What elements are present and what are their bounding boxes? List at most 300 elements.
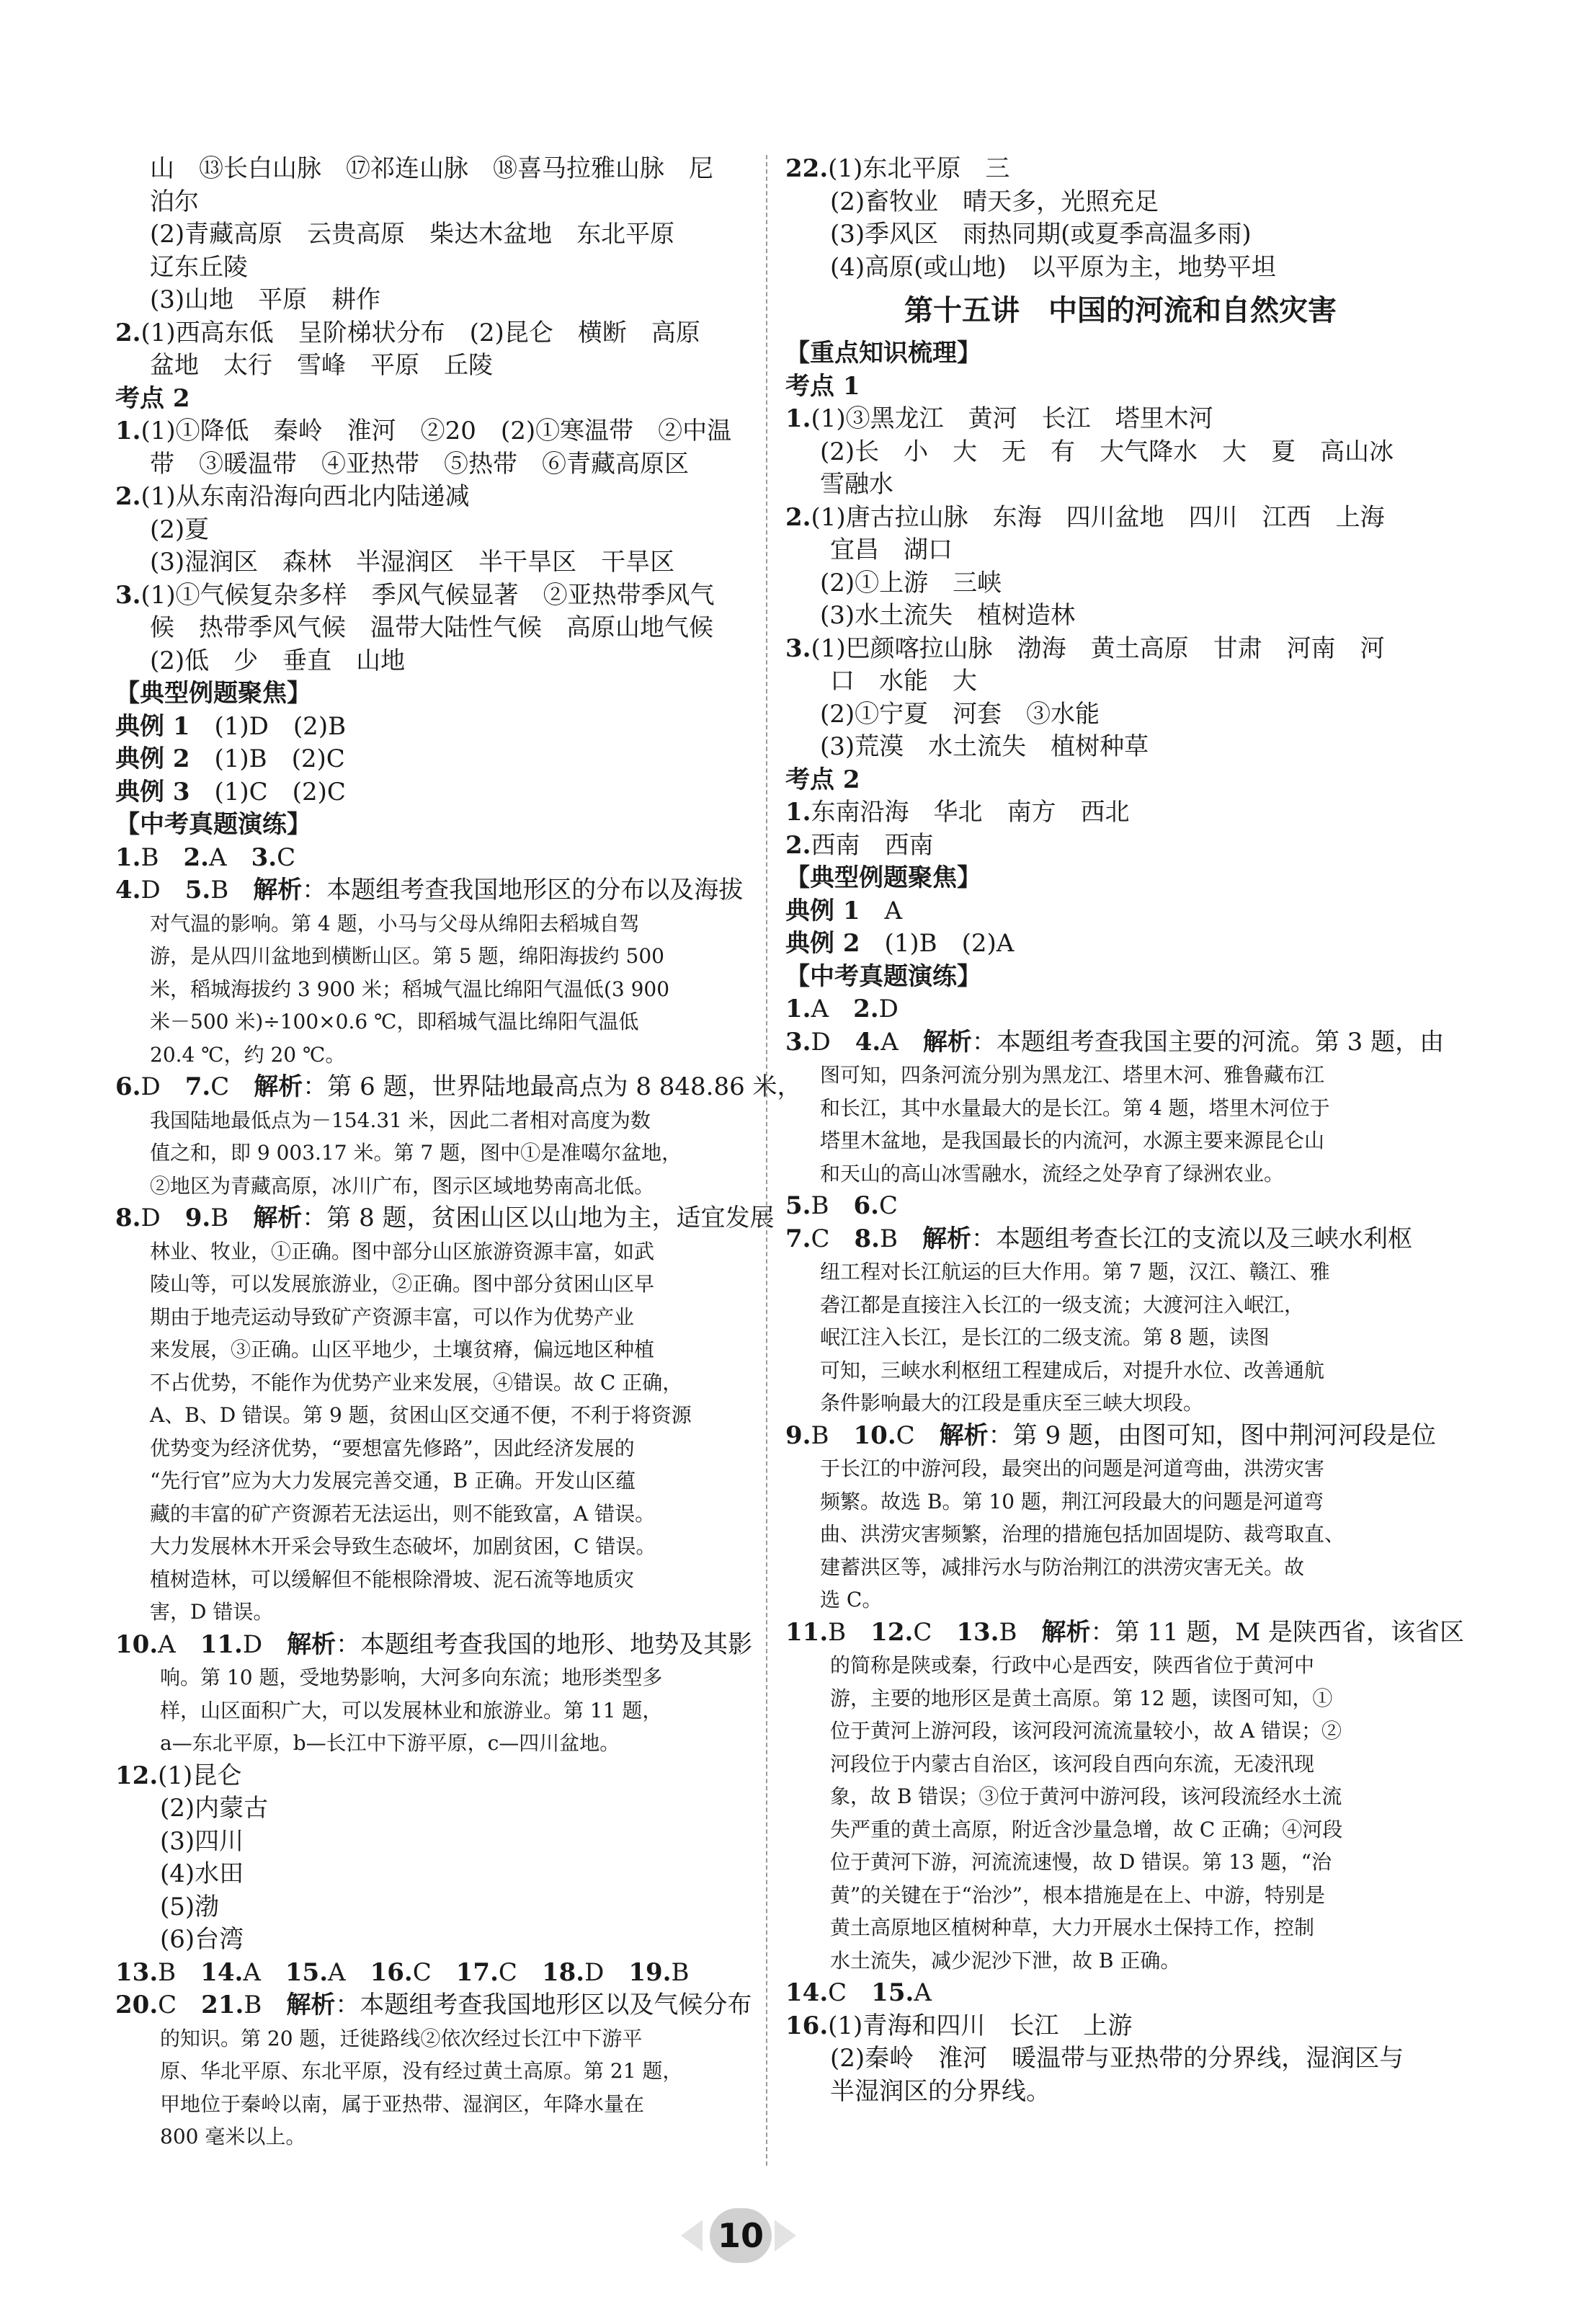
line-text: C — [879, 1191, 899, 1220]
line-text: 的知识。第 20 题，迁徙路线②依次经过长江中下游平 — [160, 2026, 643, 2050]
text-line — [785, 1518, 1455, 1551]
line-text: (1)昆仑 — [158, 1761, 242, 1790]
line-text: B — [811, 1420, 854, 1450]
text-line — [115, 1202, 775, 1235]
line-text: (3)季风区 雨热同期(或夏季高温多雨) — [830, 220, 1252, 249]
text-line — [115, 1596, 757, 1629]
item-number: 8. — [854, 1224, 881, 1253]
item-number: 1. — [115, 842, 141, 872]
line-text: 频繁。故选 B。第 10 题，荆江河段最大的问题是河道弯 — [820, 1489, 1324, 1513]
text-line — [785, 665, 1455, 698]
left-column — [115, 153, 802, 2153]
line-text: 来发展，③正确。山区平地少，土壤贫瘠，偏远地区种植 — [150, 1338, 655, 1361]
line-text: (1)青海和四川 长江 上游 — [828, 2011, 1133, 2040]
text-line — [785, 1617, 1464, 1650]
line-text: (1)①降低 秦岭 淮河 ②20 (2)①寒温带 ②中温 — [141, 417, 732, 445]
text-line — [115, 940, 757, 973]
line-text: 雪融水 — [820, 470, 893, 499]
text-line — [115, 1235, 757, 1268]
line-text: ：第 8 题，贫困山区以山地为主，适宜发展 — [302, 1204, 775, 1232]
line-text: 口 水能 大 — [830, 667, 977, 695]
line-text: 大力发展林木开采会导致生态破坏，加剧贫困，C 错误。 — [150, 1534, 656, 1558]
text-line — [115, 1891, 757, 1924]
text-line — [785, 1682, 1455, 1715]
item-number: 8. — [115, 1204, 141, 1232]
text-line — [115, 1694, 757, 1728]
text-line — [115, 973, 757, 1006]
line-text: 游，是从四川盆地到横断山区。第 5 题，绵阳海拔约 500 — [150, 944, 664, 968]
line-text: 不占优势，不能作为优势产业来发展，④错误。故 C 正确， — [150, 1370, 683, 1395]
line-text: B — [828, 1617, 871, 1647]
text-line — [785, 1387, 1455, 1420]
text-line — [115, 1924, 757, 1957]
line-text: 米－500 米)÷100×0.6 ℃，即稻城气温比绵阳气温低 — [150, 1010, 639, 1033]
text-line — [115, 776, 757, 809]
left-arrow-icon — [681, 2220, 703, 2251]
item-number: 13. — [115, 1957, 159, 1987]
item-number: 16. — [370, 1957, 413, 1987]
text-line — [115, 284, 757, 317]
line-text: D — [584, 1957, 629, 1987]
line-text: 值之和，即 9 003.17 米。第 7 题，图中①是准噶尔盆地， — [150, 1141, 682, 1165]
text-line — [785, 600, 1455, 633]
line-text: 害，D 错误。 — [150, 1600, 274, 1624]
item-number: 3. — [785, 633, 811, 663]
line-text: (3)四川 — [160, 1826, 244, 1856]
bold-label: 解析 — [1041, 1617, 1091, 1647]
item-number: 1. — [115, 417, 141, 445]
text-line — [785, 1780, 1455, 1813]
line-text: (4)高原(或山地) 以平原为主，地势平坦 — [830, 252, 1276, 282]
line-text: 优势变为经济优势，“要想富先修路”，因此经济发展的 — [150, 1436, 635, 1460]
bold-label: 典例 1 — [115, 711, 190, 741]
line-text: C — [277, 842, 296, 872]
item-number: 18. — [541, 1957, 585, 1987]
line-text: A — [158, 1629, 200, 1659]
line-text: (2)秦岭 淮河 暖温带与亚热带的分界线，湿润区与 — [830, 2044, 1404, 2073]
text-line — [115, 2022, 757, 2055]
line-text: D — [141, 1072, 185, 1101]
line-text: 可知，三峡水利枢纽工程建成后，对提升水位、改善通航 — [820, 1358, 1325, 1382]
line-text: (3)水土流失 植树造林 — [820, 601, 1076, 630]
line-text: ：本题组考查长江的支流以及三峡水利枢 — [971, 1224, 1413, 1253]
line-text: B — [999, 1617, 1042, 1647]
item-number: 4. — [855, 1027, 881, 1057]
text-line — [115, 579, 757, 613]
line-text: (3)荒漠 水土流失 植树种草 — [820, 732, 1149, 761]
line-text: 西南 西南 — [811, 830, 934, 860]
line-text: 样，山区面积广大，可以发展林业和旅游业。第 11 题， — [160, 1698, 663, 1722]
line-text: ：第 6 题，世界陆地最高点为 8 848.86 米， — [303, 1072, 802, 1101]
text-line — [115, 1366, 757, 1400]
bold-label: 解析 — [287, 1629, 336, 1659]
line-text: A — [881, 1027, 923, 1057]
text-line — [785, 1289, 1455, 1322]
line-text: B — [141, 842, 184, 872]
text-line — [785, 370, 1455, 404]
text-line — [785, 153, 1455, 186]
line-text: 泊尔 — [150, 187, 199, 216]
line-text: 纽工程对长江航运的巨大作用。第 7 题，汉江、赣江、雅 — [820, 1260, 1330, 1284]
item-number: 6. — [115, 1072, 141, 1101]
line-text: 米，稻城海拔约 3 900 米；稻城气温比绵阳气温低(3 900 — [150, 977, 670, 1001]
line-text: 河段位于内蒙古自治区，该河段自西向东流，无凌汛现 — [830, 1751, 1315, 1776]
bold-label: 解析 — [922, 1224, 972, 1253]
text-line — [115, 1005, 757, 1039]
text-line — [115, 907, 757, 941]
item-number: 2. — [785, 830, 811, 860]
text-line — [115, 546, 757, 579]
line-text: (1)巴颜喀拉山脉 渤海 黄土高原 甘肃 河南 河 — [811, 633, 1385, 663]
item-number: 1. — [785, 995, 811, 1023]
line-text: B — [210, 876, 254, 904]
line-text: (4)水田 — [160, 1859, 244, 1888]
line-text: ：本题组考查我国主要的河流。第 3 题，由 — [971, 1027, 1445, 1057]
line-text: (1)C (2)C — [190, 777, 346, 806]
line-text: A — [914, 1978, 932, 2007]
line-text: 期由于地壳运动导致矿产资源丰富，可以作为优势产业 — [150, 1304, 635, 1329]
text-line — [785, 764, 1455, 797]
line-text: B — [811, 1191, 854, 1220]
line-text: 失严重的黄土高原，附近含沙量急增，故 C 正确；④河段 — [830, 1817, 1343, 1841]
right-column — [785, 153, 1464, 2108]
text-line — [115, 1268, 757, 1301]
line-text: 于长江的中游河段，最突出的问题是河道弯曲，洪涝灾害 — [820, 1457, 1325, 1480]
text-line — [785, 1551, 1455, 1584]
text-line — [115, 1071, 802, 1104]
item-number: 2. — [183, 842, 209, 872]
line-text: 【中考真题演练】 — [785, 961, 981, 991]
item-number: 22. — [785, 154, 829, 183]
text-line — [785, 403, 1455, 436]
bold-label: 解析 — [286, 1991, 336, 2019]
line-text: (6)台湾 — [160, 1925, 244, 1954]
item-number: 14. — [200, 1957, 244, 1987]
line-text: 藏的丰富的矿产资源若无法运出，则不能致富，A 错误。 — [150, 1501, 656, 1526]
text-line — [115, 2055, 757, 2088]
text-line — [115, 612, 757, 645]
text-line — [115, 1661, 757, 1694]
item-number: 5. — [184, 876, 211, 904]
text-line — [115, 514, 757, 547]
line-text: ：本题组考查我国的地形、地势及其影 — [336, 1629, 753, 1659]
text-line — [115, 383, 757, 416]
line-text: 考点 1 — [785, 371, 860, 401]
line-text: 象，故 B 错误；③位于黄河中游河段，该河段流经水土流 — [830, 1784, 1342, 1808]
text-line — [115, 415, 757, 448]
text-line — [115, 1137, 757, 1170]
line-text: 位于黄河下游，河流流速慢，故 D 错误。第 13 题，“治 — [830, 1850, 1332, 1874]
bold-label: 典例 3 — [115, 777, 190, 806]
text-line — [785, 1879, 1455, 1912]
item-number: 9. — [785, 1420, 811, 1450]
text-line — [115, 218, 757, 252]
line-text: 宜昌 湖口 — [830, 535, 953, 564]
line-text: 选 C。 — [820, 1588, 883, 1611]
line-text: 图可知，四条河流分别为黑龙江、塔里木河、雅鲁藏布江 — [820, 1063, 1325, 1087]
item-number: 3. — [251, 842, 277, 872]
bold-label: 典例 2 — [115, 744, 190, 773]
line-text: 半湿润区的分界线。 — [830, 2076, 1051, 2106]
item-number: 12. — [115, 1761, 159, 1790]
line-text: 黄土高原地区植树种草，大力开展水土保持工作，控制 — [830, 1916, 1315, 1939]
text-line — [785, 436, 1455, 469]
line-text: 第十五讲 中国的河流和自然灾害 — [904, 293, 1337, 327]
line-text: (1)③黑龙江 黄河 长江 塔里木河 — [811, 404, 1213, 433]
line-text: (2)畜牧业 晴天多，光照充足 — [830, 187, 1159, 216]
line-text: C — [811, 1224, 855, 1253]
item-number: 13. — [956, 1617, 999, 1647]
text-line — [115, 645, 757, 678]
line-text: 和长江，其中水量最大的是长江。第 4 题，塔里木河位于 — [820, 1095, 1330, 1120]
text-line — [115, 1858, 757, 1891]
line-text: (1)从东南沿海向西北内陆递减 — [141, 482, 470, 511]
item-number: 2. — [115, 318, 141, 347]
line-text: 对气温的影响。第 4 题，小马与父母从绵阳去稻城自驾 — [150, 911, 640, 935]
line-text: (2)低 少 垂直 山地 — [150, 646, 406, 675]
line-text: 山 ⑬长白山脉 ⑰祁连山脉 ⑱喜马拉雅山脉 尼 — [150, 154, 713, 183]
text-line — [115, 1989, 757, 2022]
item-number: 12. — [870, 1617, 914, 1647]
item-number: 6. — [853, 1191, 879, 1220]
line-text: A — [860, 896, 903, 925]
line-text: 位于黄河上游河段，该河段河流流量较小，故 A 错误；② — [830, 1719, 1342, 1743]
text-line — [115, 1792, 757, 1826]
text-line — [785, 218, 1455, 252]
line-text: ：第 9 题，由图可知，图中荆河河段是位 — [988, 1420, 1436, 1450]
line-text: (2)①宁夏 河套 ③水能 — [820, 699, 1100, 729]
line-text: 植树造林，可以缓解但不能根除滑坡、泥石流等地质灾 — [150, 1567, 635, 1591]
line-text: C — [158, 1991, 202, 2019]
page-number: 10 — [710, 2208, 772, 2263]
item-number: 2. — [785, 502, 811, 532]
line-text: A — [328, 1957, 370, 1987]
line-text: 盆地 太行 雪峰 平原 丘陵 — [150, 351, 493, 380]
text-line — [785, 1715, 1455, 1748]
item-number: 5. — [785, 1191, 811, 1220]
text-line — [785, 731, 1455, 764]
bold-label: 解析 — [922, 1027, 972, 1057]
text-line — [785, 1485, 1455, 1519]
item-number: 7. — [785, 1224, 811, 1253]
text-line — [785, 698, 1455, 732]
line-text: 甲地位于秦岭以南，属于亚热带、湿润区，年降水量在 — [160, 2091, 645, 2116]
text-line — [785, 993, 1455, 1026]
line-text: 黄”的关键在于“治沙”，根本措施是在上、中游，特别是 — [830, 1882, 1325, 1907]
text-line — [115, 2120, 757, 2153]
text-line — [115, 809, 757, 842]
bold-label: 解析 — [253, 1204, 303, 1232]
line-text: 东南沿海 华北 南方 西北 — [811, 798, 1130, 827]
item-number: 2. — [853, 995, 879, 1023]
text-line — [115, 1432, 757, 1465]
line-text: (1)西高东低 呈阶梯状分布 (2)昆仑 横断 高原 — [141, 318, 700, 347]
line-text: A、B、D 错误。第 9 题，贫困山区交通不便，不利于将资源 — [150, 1403, 692, 1427]
line-text: (3)山地 平原 耕作 — [150, 285, 381, 314]
text-line — [785, 1321, 1455, 1354]
line-text: (5)渤 — [160, 1892, 220, 1921]
text-line — [115, 252, 757, 285]
line-text: C — [913, 1617, 957, 1647]
text-line — [785, 796, 1455, 830]
line-text: a—东北平原，b—长江中下游平原，c—四川盆地。 — [160, 1731, 620, 1755]
text-line — [785, 186, 1455, 219]
line-text: 【中考真题演练】 — [115, 810, 311, 839]
text-line — [785, 1354, 1455, 1387]
line-text: C — [210, 1072, 254, 1101]
line-text: 带 ③暖温带 ④亚热带 ⑤热带 ⑥青藏高原区 — [150, 449, 689, 479]
line-text: D — [141, 876, 185, 904]
line-text: 响。第 10 题，受地势影响，大河多向东流；地形类型多 — [160, 1666, 663, 1689]
text-line — [785, 1059, 1455, 1092]
line-text: (2)长 小 大 无 有 大气降水 大 夏 高山冰 — [820, 437, 1394, 466]
text-line — [115, 153, 757, 186]
text-line — [785, 567, 1455, 600]
line-text: C — [412, 1957, 456, 1987]
text-line — [785, 2076, 1455, 2109]
line-text: (2)青藏高原 云贵高原 柴达木盆地 东北平原 — [150, 220, 675, 249]
text-line — [785, 1944, 1455, 1978]
text-line — [785, 1026, 1455, 1059]
line-text: 【典型例题聚焦】 — [115, 679, 311, 708]
text-line — [785, 1452, 1455, 1485]
text-line — [115, 1104, 757, 1137]
text-line — [785, 1124, 1455, 1157]
text-line — [115, 1464, 757, 1498]
line-text: (3)湿润区 森林 半湿润区 半干旱区 干旱区 — [150, 548, 675, 577]
line-text: “先行官”应为大力发展完善交通，B 正确。开发山区蕴 — [150, 1469, 636, 1493]
text-line — [785, 1846, 1455, 1879]
text-line — [785, 337, 1455, 370]
text-line — [115, 842, 757, 875]
line-text: (1)D (2)B — [190, 711, 347, 741]
item-number: 21. — [201, 1991, 244, 2019]
text-line — [115, 186, 757, 219]
line-text: (1)唐古拉山脉 东海 四川盆地 四川 江西 上海 — [811, 502, 1385, 532]
text-line — [785, 534, 1455, 567]
line-text: 考点 2 — [115, 383, 190, 413]
line-text: 砻江都是直接注入长江的一级支流；大渡河注入岷江， — [820, 1292, 1305, 1317]
text-line — [785, 1583, 1455, 1617]
bold-label: 解析 — [939, 1420, 989, 1450]
line-text: 林业、牧业，①正确。图中部分山区旅游资源丰富，如武 — [150, 1239, 655, 1263]
item-number: 15. — [871, 1978, 914, 2007]
text-line — [115, 1727, 757, 1760]
text-line — [785, 830, 1455, 863]
line-text: 塔里木盆地，是我国最长的内流河，水源主要来源昆仑山 — [820, 1129, 1325, 1152]
item-number: 7. — [184, 1072, 211, 1101]
text-line — [115, 2088, 757, 2121]
line-text: A — [243, 1957, 285, 1987]
text-line — [115, 743, 757, 776]
text-line — [115, 481, 757, 514]
item-number: 1. — [785, 798, 811, 827]
line-text: D — [141, 1204, 185, 1232]
line-text: 候 热带季风气候 温带大陆性气候 高原山地气候 — [150, 613, 713, 642]
text-line — [115, 317, 757, 350]
line-text: (1)东北平原 三 — [828, 154, 1010, 183]
line-text: C — [828, 1978, 872, 2007]
text-line — [115, 1333, 757, 1366]
line-text: 和天山的高山冰雪融水，流经之处孕育了绿洲农业。 — [820, 1161, 1285, 1186]
item-number: 16. — [785, 2011, 829, 2040]
line-text: 条件影响最大的江段是重庆至三峡大坝段。 — [820, 1391, 1204, 1415]
line-text: (1)B (2)A — [860, 929, 1015, 958]
line-text: 考点 2 — [785, 765, 860, 794]
line-text: (2)①上游 三峡 — [820, 568, 1002, 597]
item-number: 20. — [115, 1991, 159, 2019]
line-text: 【典型例题聚焦】 — [785, 863, 981, 892]
item-number: 3. — [785, 1027, 811, 1057]
text-line — [785, 633, 1455, 666]
text-line — [115, 1301, 757, 1334]
text-line — [115, 1826, 757, 1859]
text-line — [785, 2042, 1455, 2076]
text-line — [115, 1957, 757, 1990]
text-line — [115, 1563, 757, 1596]
item-number: 11. — [200, 1629, 243, 1659]
text-line — [785, 252, 1455, 285]
line-text: D — [242, 1629, 287, 1659]
line-text: B — [210, 1204, 254, 1232]
text-line — [115, 1760, 757, 1793]
text-line — [115, 677, 757, 711]
text-line — [115, 1498, 757, 1531]
line-text: ②地区为青藏高原，冰川广布，图示区域地势南高北低。 — [150, 1173, 655, 1198]
line-text: (1)①气候复杂多样 季风气候显著 ②亚热带季风气 — [141, 580, 715, 610]
text-line — [785, 1420, 1455, 1453]
line-text: 曲、洪涝灾害频繁，治理的措施包括加固堤防、裁弯取直、 — [820, 1522, 1345, 1546]
text-line — [785, 1190, 1455, 1223]
text-line — [785, 961, 1455, 994]
bold-label: 典例 2 — [785, 929, 860, 958]
line-text: ：本题组考查我国地形区的分布以及海拔 — [302, 876, 744, 904]
line-text: 800 毫米以上。 — [160, 2125, 306, 2148]
item-number: 1. — [785, 404, 811, 433]
text-line — [785, 2010, 1455, 2043]
text-line — [785, 1977, 1455, 2010]
line-text: 游，主要的地形区是黄土高原。第 12 题，读图可知，① — [830, 1686, 1333, 1710]
line-text: 20.4 ℃，约 20 ℃。 — [150, 1042, 346, 1067]
line-text: B — [244, 1991, 287, 2019]
text-line — [785, 468, 1455, 502]
line-text: 建蓄洪区等，减排污水与防治荆江的洪涝灾害无关。故 — [820, 1555, 1305, 1579]
item-number: 11. — [785, 1617, 829, 1647]
text-line — [785, 1092, 1455, 1125]
text-line — [785, 502, 1455, 535]
line-text: D — [878, 995, 899, 1023]
right-arrow-icon — [775, 2220, 796, 2251]
line-text: 水土流失，减少泥沙下泄，故 B 正确。 — [830, 1948, 1181, 1973]
item-number: 15. — [285, 1957, 329, 1987]
line-text: A — [209, 842, 251, 872]
item-number: 3. — [115, 580, 141, 610]
bold-label: 解析 — [254, 1072, 303, 1101]
text-line — [785, 1649, 1455, 1682]
line-text: B — [671, 1957, 690, 1987]
page-number-badge — [674, 2205, 818, 2270]
text-line — [785, 1748, 1455, 1781]
text-line — [785, 288, 1455, 333]
item-number: 9. — [184, 1204, 211, 1232]
text-line — [115, 874, 757, 907]
line-text: 原、华北平原、东北平原，没有经过黄土高原。第 21 题， — [160, 2059, 683, 2083]
item-number: 2. — [115, 482, 141, 511]
text-line — [785, 1255, 1455, 1289]
line-text: 辽东丘陵 — [150, 252, 248, 282]
line-text: B — [880, 1224, 923, 1253]
line-text: 陵山等，可以发展旅游业，②正确。图中部分贫困山区早 — [150, 1272, 655, 1296]
